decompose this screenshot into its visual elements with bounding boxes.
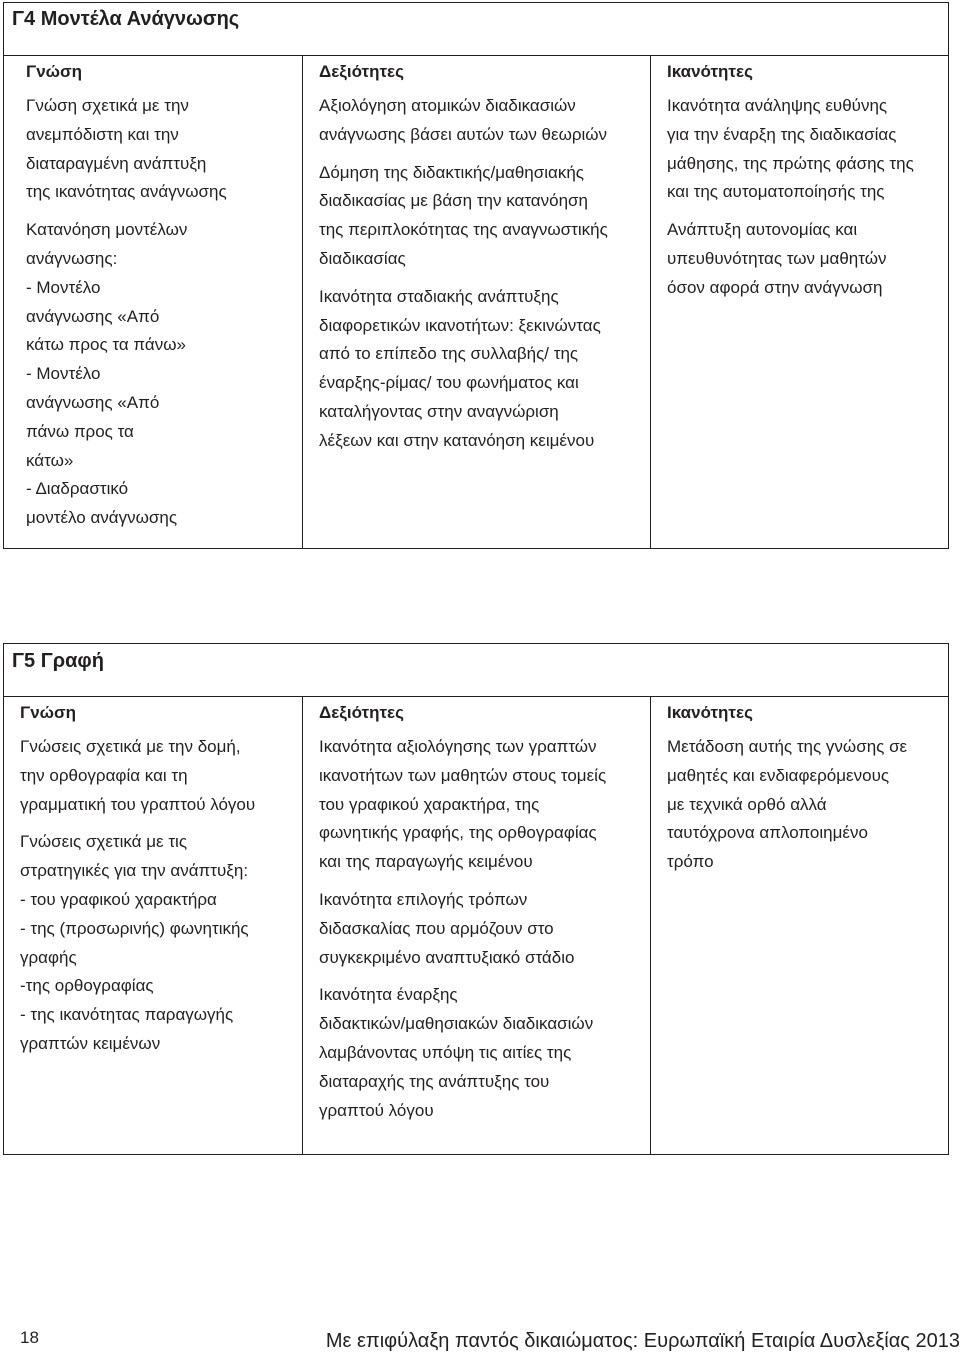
paragraph: Δόμηση της διδακτικής/μαθησιακής διαδικασίας με βάση την κατανόηση της περιπλοκότητας της αναγνωστικής διαδικασίας <box>319 162 608 268</box>
column-knowledge <box>4 56 302 548</box>
paragraph: Αξιολόγηση ατομικών διαδικασιών ανάγνωσης βάσει αυτών των θεωριών <box>319 96 608 144</box>
column-header: Ικανότητες <box>667 703 753 722</box>
paragraph: Γνώσεις σχετικά με τις στρατηγικές για την ανάπτυξη: - του γραφικού χαρακτήρα - της (προσωρινής) φωνητικής γραφής -της ορθογραφίας - της ικανότητας παραγωγής γραπτών κειμένων <box>20 832 249 1053</box>
column-header: Ικανότητες <box>667 62 753 81</box>
page-number: 18 <box>20 1328 39 1347</box>
column-skills <box>302 697 650 1154</box>
paragraph: Γνώσεις σχετικά με την δομή, την ορθογραφία και τη γραμματική του γραπτού λόγου <box>20 737 256 814</box>
column-header: Δεξιότητες <box>319 703 404 722</box>
section-reading-models <box>3 2 949 549</box>
paragraph: Ικανότητα αξιολόγησης των γραπτών ικανοτήτων των μαθητών στους τομείς του γραφικού χαρακτήρα, της φωνητικής γραφής, της ορθογραφίας και της παραγωγής κειμένου <box>319 737 607 872</box>
paragraph: Μετάδοση αυτής της γνώσης σε μαθητές και ενδιαφερόμενους με τεχνικά ορθό αλλά ταυτόχρονα απλοποιημένο τρόπο <box>667 737 908 872</box>
page-footer <box>0 1326 960 1356</box>
section-title: Γ5 Γραφή <box>4 644 948 697</box>
column-competences <box>650 697 948 1154</box>
column-competences <box>650 56 948 548</box>
column-header: Γνώση <box>26 62 83 81</box>
paragraph: Ανάπτυξη αυτονομίας και υπευθυνότητας των μαθητών όσον αφορά στην ανάγνωση <box>667 220 887 297</box>
paragraph: Ικανότητα σταδιακής ανάπτυξης διαφορετικών ικανοτήτων: ξεκινώντας από το επίπεδο της συλλαβής/ της έναρξης-ρίμας/ του φωνήματος και καταλήγοντας στην αναγνώριση λέξεων και στην κατανόηση κειμένου <box>319 286 601 450</box>
paragraph: Ικανότητα έναρξης διδακτικών/μαθησιακών διαδικασιών λαμβάνοντας υπόψη τις αιτίες της διαταραχής της ανάπτυξης του γραπτού λόγου <box>319 985 594 1120</box>
section-writing <box>3 643 949 1155</box>
paragraph: Ικανότητα επιλογής τρόπων διδασκαλίας που αρμόζουν στο συγκεκριμένο αναπτυξιακό στάδιο <box>319 889 575 967</box>
paragraph: Γνώση σχετικά με την ανεμπόδιστη και την διαταραγμένη ανάπτυξη της ικανότητας ανάγνωσης <box>26 96 227 202</box>
column-header: Δεξιότητες <box>319 62 404 81</box>
column-knowledge <box>4 697 302 1154</box>
paragraph: Ικανότητα ανάληψης ευθύνης για την έναρξη της διαδικασίας μάθησης, της πρώτης φάσης της και της αυτοματοποίησής της <box>667 96 914 202</box>
paragraph: Κατανόηση μοντέλων ανάγνωσης: - Μοντέλο ανάγνωσης «Από κάτω προς τα πάνω» - Μοντέλο ανάγνωσης «Από πάνω προς τα κάτω» - Διαδραστικό μοντέλο ανάγνωσης <box>26 220 188 528</box>
copyright-notice: Με επιφύλαξη παντός δικαιώματος: Ευρωπαϊκή Εταιρία Δυσλεξίας 2013 <box>325 1330 960 1352</box>
column-skills <box>302 56 650 548</box>
section-title: Γ4 Μοντέλα Ανάγνωσης <box>4 3 948 56</box>
column-header: Γνώση <box>20 703 77 722</box>
